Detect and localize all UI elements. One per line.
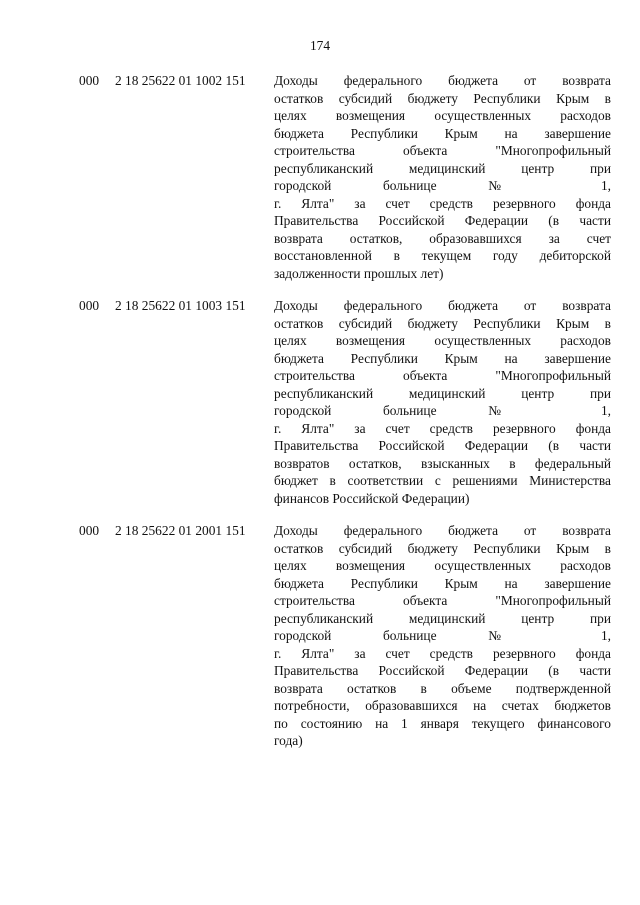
description-line: остатков субсидий бюджету Республики Крым в (274, 90, 611, 106)
description-line: целях возмещения осуществленных расходов (274, 108, 611, 123)
description-line: возврата остатков, образовавшихся за счет (274, 230, 611, 246)
description-line: республиканский медицинский центр при (274, 385, 611, 401)
administrator-code: 000 (79, 73, 100, 88)
description-line: строительства объекта "Многопрофильный (274, 593, 611, 608)
description-line: бюджета Республики Крым на завершение (274, 125, 611, 141)
description-line: по состоянию на 1 января текущего финансового (274, 715, 611, 731)
description-line: финансов Российской Федерации) (274, 490, 470, 506)
description-line: городской больнице № 1, (274, 178, 611, 193)
budget-classification-code: 2 18 25622 01 1002 151 (115, 73, 246, 88)
description-line: республиканский медицинский центр при (274, 610, 611, 626)
description-line: года) (274, 733, 303, 748)
description-line: возврата остатков в объеме подтвержденной (274, 680, 611, 696)
description-line: Доходы федерального бюджета от возврата (274, 298, 611, 313)
budget-classification-code: 2 18 25622 01 1003 151 (115, 298, 246, 313)
description-line: Доходы федерального бюджета от возврата (274, 523, 611, 538)
description-line: потребности, образовавшихся на счетах бюджетов (274, 698, 611, 713)
description-line: бюджет в соответствии с решениями Министерства (274, 473, 611, 488)
entry-description (274, 297, 611, 507)
description-line: г. Ялта" за счет средств резервного фонда (274, 195, 611, 211)
page-number: 174 (309, 38, 331, 53)
description-line: Доходы федерального бюджета от возврата (274, 73, 611, 88)
description-line: Правительства Российской Федерации (в части (274, 663, 611, 678)
description-line: возвратов остатков, взысканных в федеральный (274, 455, 611, 471)
entry-description (274, 72, 611, 282)
description-line: строительства объекта "Многопрофильный (274, 143, 611, 158)
budget-classification-code: 2 18 25622 01 2001 151 (115, 523, 246, 538)
description-line: республиканский медицинский центр при (274, 160, 611, 176)
description-line: городской больнице № 1, (274, 403, 611, 418)
administrator-code: 000 (79, 298, 100, 313)
description-line: восстановленной в текущем году дебиторской (274, 248, 611, 263)
description-line: бюджета Республики Крым на завершение (274, 575, 611, 591)
entry-description (274, 522, 611, 750)
description-line: бюджета Республики Крым на завершение (274, 350, 611, 366)
description-line: городской больнице № 1, (274, 628, 611, 643)
description-line: остатков субсидий бюджету Республики Крым в (274, 540, 611, 556)
description-line: г. Ялта" за счет средств резервного фонда (274, 420, 611, 436)
description-line: Правительства Российской Федерации (в части (274, 438, 611, 453)
description-line: остатков субсидий бюджету Республики Крым в (274, 315, 611, 331)
description-line: целях возмещения осуществленных расходов (274, 558, 611, 573)
description-line: строительства объекта "Многопрофильный (274, 368, 611, 383)
description-line: Правительства Российской Федерации (в части (274, 213, 611, 228)
administrator-code: 000 (79, 523, 100, 538)
description-line: целях возмещения осуществленных расходов (274, 333, 611, 348)
description-line: г. Ялта" за счет средств резервного фонда (274, 645, 611, 661)
description-line: задолженности прошлых лет) (274, 265, 444, 281)
